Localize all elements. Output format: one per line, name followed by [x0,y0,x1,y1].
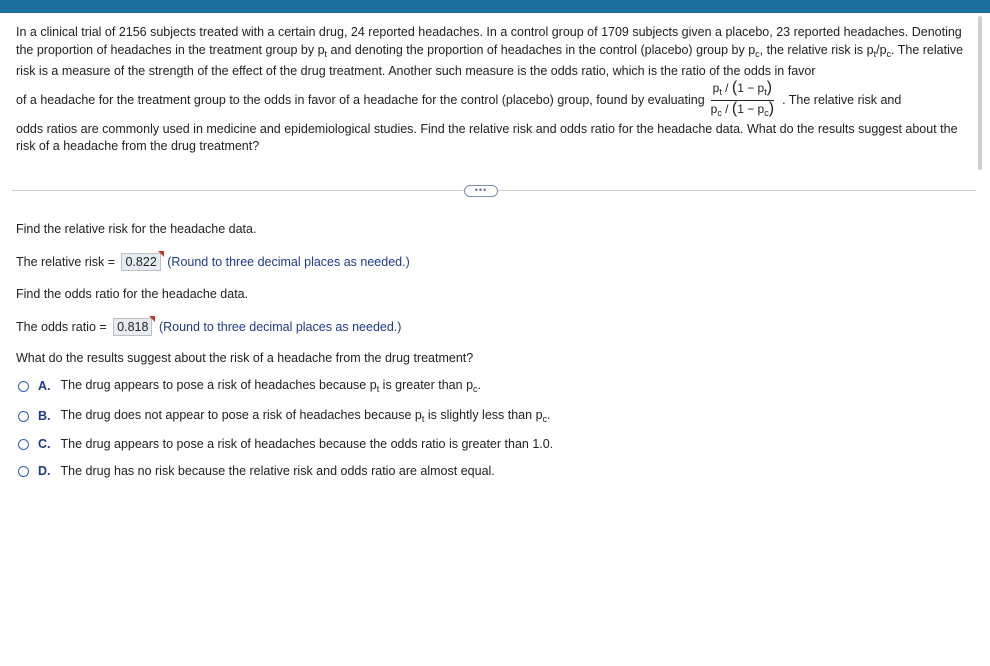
scrollbar[interactable] [978,16,982,170]
radio-button[interactable] [18,466,29,477]
radio-button[interactable] [18,411,29,422]
q1-prompt: Find the relative risk for the headache data. [16,222,257,236]
q2-prompt: Find the odds ratio for the headache data. [16,287,249,301]
option-d[interactable]: D. The drug has no risk because the relative risk and odds ratio are almost equal. [18,464,495,478]
option-b[interactable]: B. The drug does not appear to pose a risk of headaches because $p_t$ is slightly less than $p_c$. [18,408,551,424]
top-bar [0,0,990,13]
relative-risk-answer[interactable]: 0.822 [121,253,160,271]
odds-ratio-formula-line: of a headache for the treatment group to the odds in favor of a headache for the control (placebo) group, found by evaluating $\frac{p_t / (1 - p_t)}{p_c / (1 - p_c)}$ . The relative risk and [16,82,972,120]
option-a[interactable]: A. The drug appears to pose a risk of headaches because $p_t$ is greater than $p_c$. [18,378,481,394]
problem-statement [16,24,972,156]
odds-ratio-answer[interactable]: 0.818 [113,318,152,336]
problem-paragraph-1: In a clinical trial of 2156 subjects treated with a certain drug, 24 reported headaches. In a control group of 1709 subjects given a placebo, 23 reported headaches. Denoting the proportion of headaches in the treatment group by $p_t$ and denoting the proportion of headaches in the control (placebo) group by $p_c$, the relative risk is $p_t/p_c$. The relative risk is a measure of the strength of the effect of the drug treatment. Another such measure is the odds ratio, which is the ratio of the odds in favor [16,25,964,78]
option-c[interactable]: C. The drug appears to pose a risk of headaches because the odds ratio is greater than 1.0. [18,437,553,451]
correct-mark-icon [149,316,155,322]
radio-button[interactable] [18,439,29,450]
q1-answer-row: The relative risk = 0.822 (Round to three decimal places as needed.) [16,253,410,271]
q3-prompt: What do the results suggest about the risk of a headache from the drug treatment? [16,351,474,365]
q2-answer-row: The odds ratio = 0.818 (Round to three decimal places as needed.) [16,318,401,336]
correct-mark-icon [158,251,164,257]
expand-more-button[interactable]: ••• [464,185,498,197]
radio-button[interactable] [18,381,29,392]
problem-paragraph-2: odds ratios are commonly used in medicine and epidemiological studies. Find the relative risk and odds ratio for the headache data. What do the results suggest about the risk of a headache from the drug treatment? [16,121,958,153]
odds-ratio-formula: $\frac{p_t / (1 - p_t)}{p_c / (1 - p_c)}$ [710,79,775,118]
